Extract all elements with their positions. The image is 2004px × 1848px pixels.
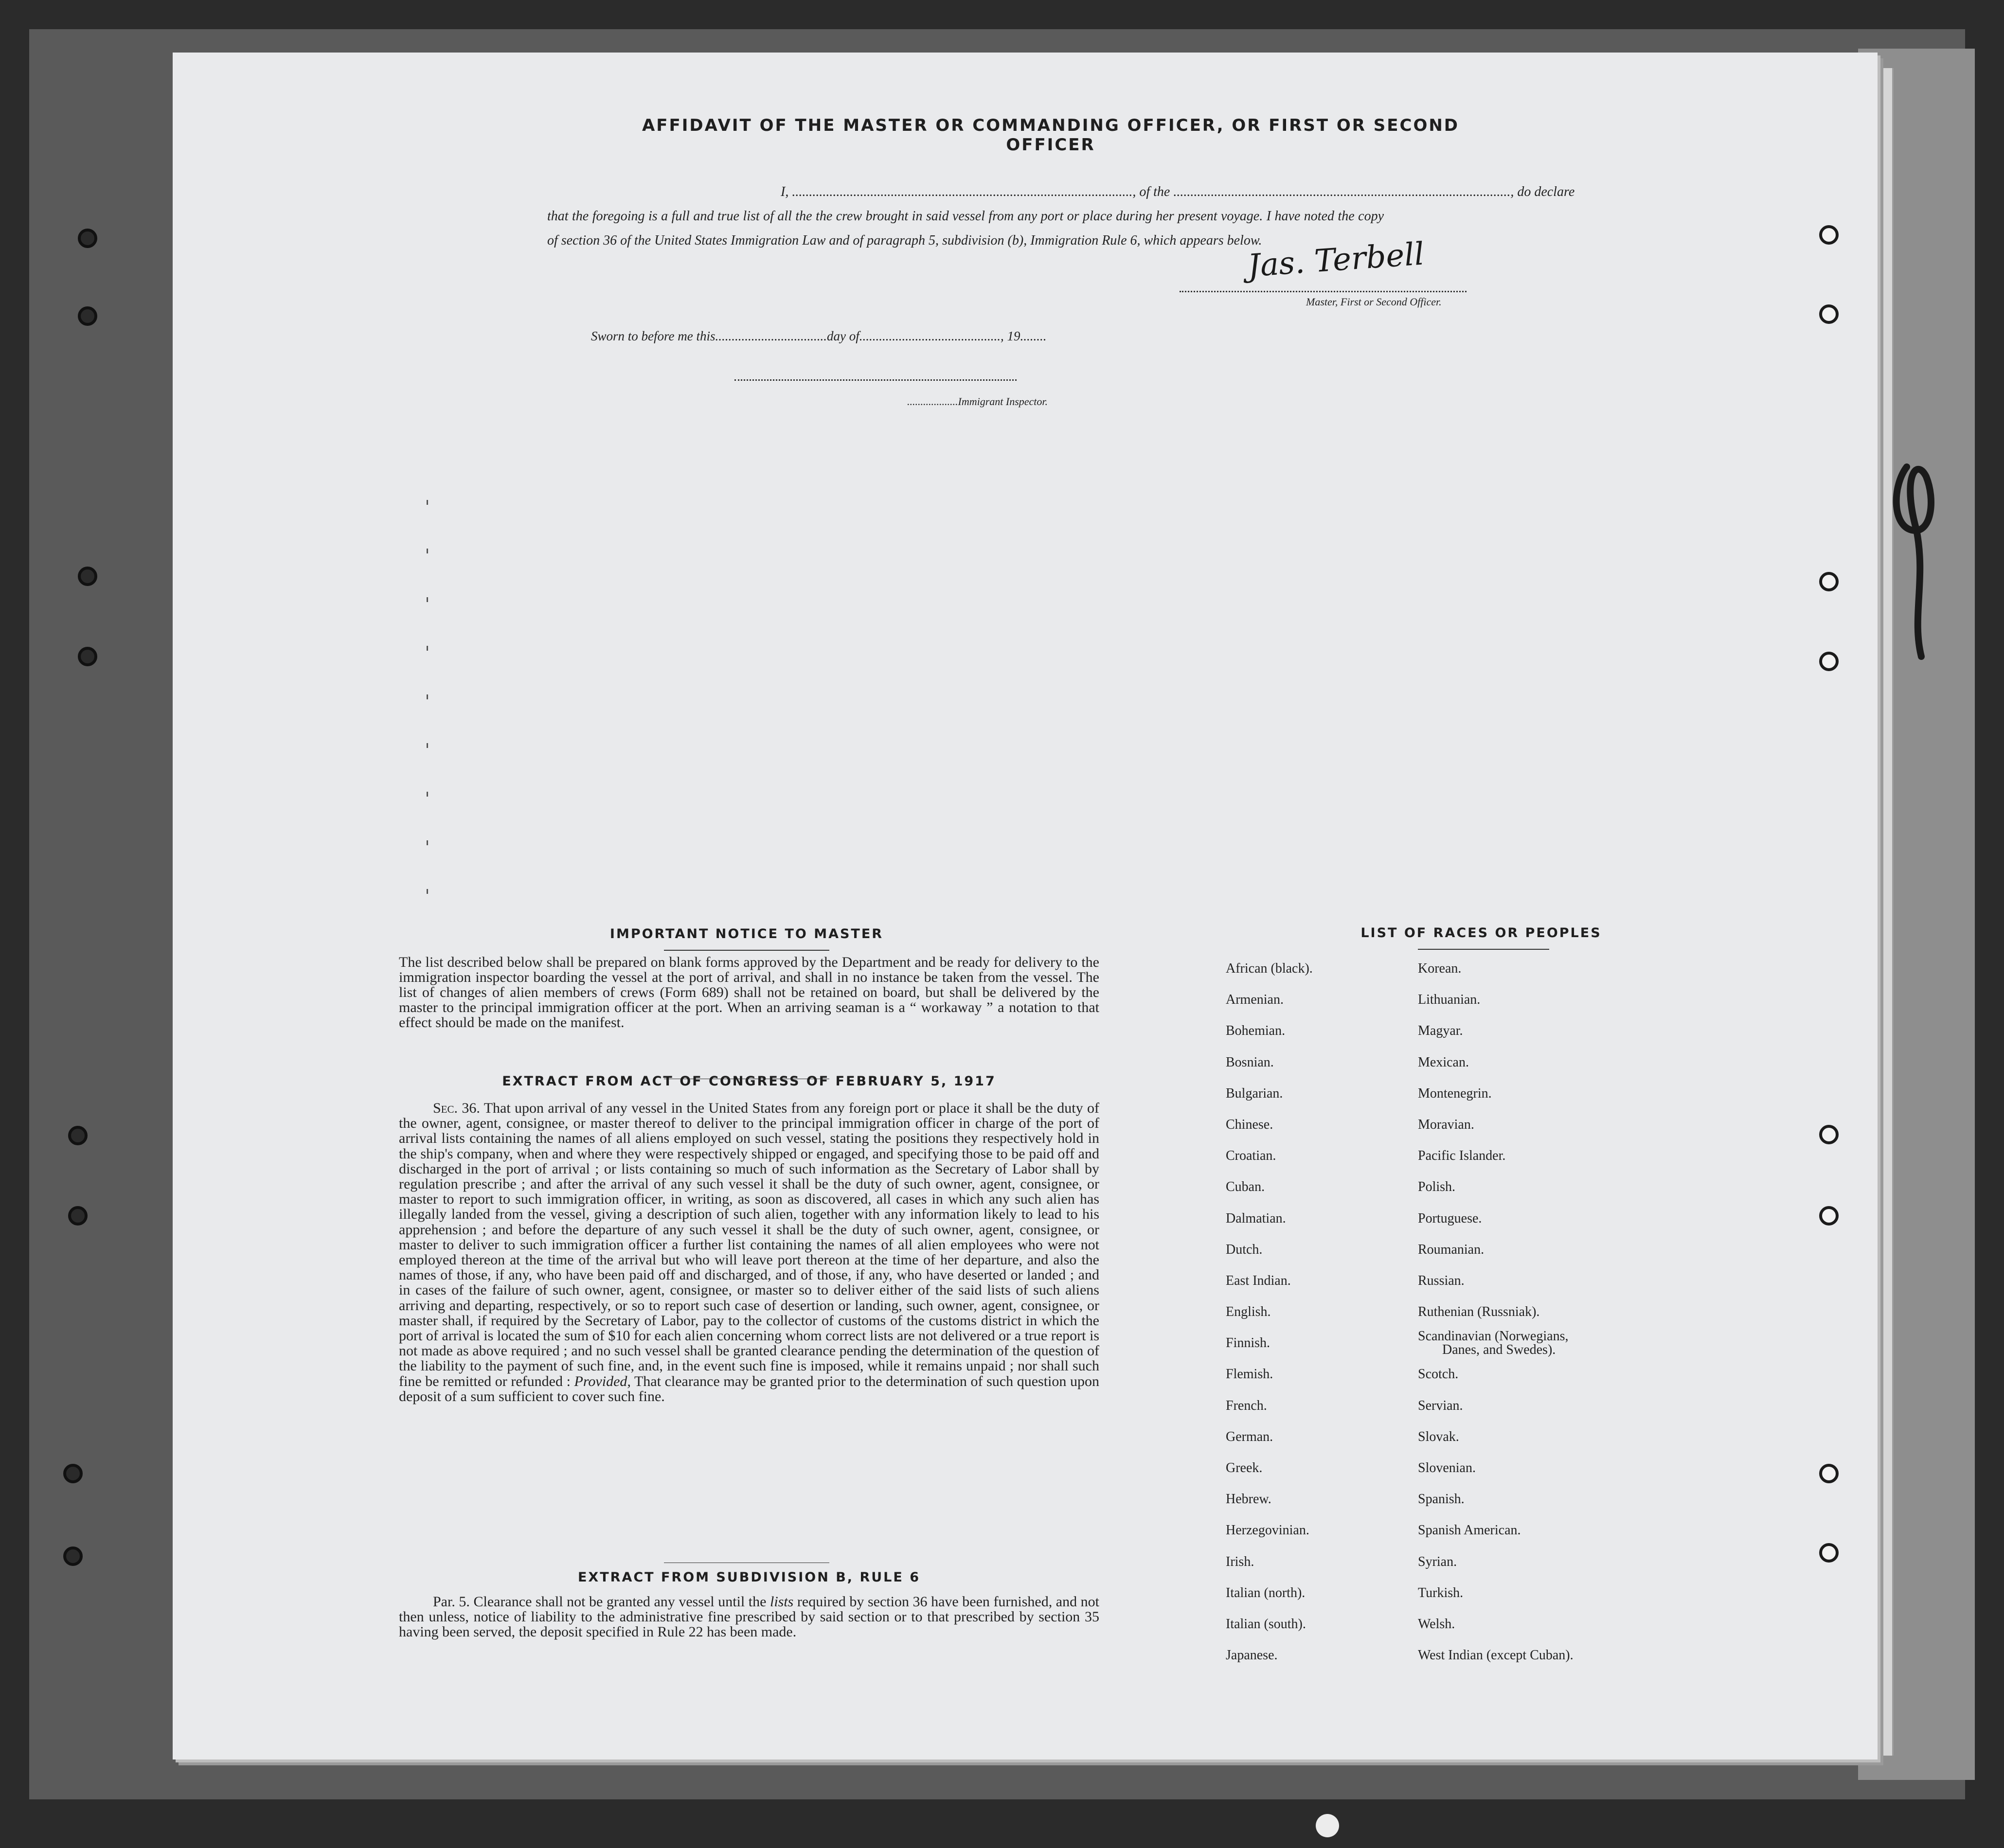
- margin-tick: [427, 646, 428, 651]
- punch-hole: [1819, 1543, 1839, 1563]
- extract-rule-lists: lists: [769, 1594, 794, 1610]
- race-item: German.: [1226, 1429, 1273, 1444]
- race-item: Hebrew.: [1226, 1492, 1271, 1507]
- extract-rule-body: [399, 1594, 1099, 1639]
- notice-title-rule: [664, 950, 829, 951]
- race-item: Portuguese.: [1418, 1210, 1482, 1226]
- race-item: Dutch.: [1226, 1242, 1263, 1257]
- manifest-page: [173, 53, 1878, 1759]
- race-item: Slovenian.: [1418, 1460, 1476, 1475]
- margin-tick: [427, 889, 428, 894]
- race-item: Turkish.: [1418, 1585, 1464, 1600]
- margin-tick: [427, 549, 428, 553]
- race-item: Pacific Islander.: [1418, 1148, 1506, 1164]
- race-item: Mexican.: [1418, 1054, 1469, 1070]
- binder-hole: [78, 306, 97, 326]
- margin-tick: [427, 694, 428, 699]
- extract-rule-title: EXTRACT FROM SUBDIVISION B, RULE 6: [577, 1570, 921, 1585]
- races-left-column: [1226, 953, 1313, 1671]
- race-item: Greek.: [1226, 1460, 1263, 1475]
- inspector-signature-line: [734, 379, 1017, 381]
- race-item: Bosnian.: [1226, 1054, 1274, 1070]
- race-item: Slovak.: [1418, 1429, 1459, 1444]
- officer-signature: Jas. Terbell: [1246, 236, 1426, 284]
- extract-rule-text-a: Clearance shall not be granted any vessel until the: [473, 1594, 767, 1610]
- race-item: Polish.: [1418, 1179, 1456, 1195]
- affidavit-title: AFFIDAVIT OF THE MASTER OR COMMANDING OFFICER, OR FIRST OR SECOND OFFICER: [642, 116, 1460, 155]
- margin-tick: [427, 743, 428, 748]
- inspector-caption: ...................Immigrant Inspector.: [907, 395, 1048, 408]
- binder-hole: [63, 1464, 83, 1483]
- handwritten-mark: [1887, 457, 1946, 661]
- extract-act-title: EXTRACT FROM ACT OF CONGRESS OF FEBRUARY 5, 1917: [502, 1074, 996, 1089]
- punch-hole: [1819, 1206, 1839, 1226]
- extract-rule-par: Par. 5.: [433, 1594, 470, 1610]
- extract-act-text-end: That clearance may be granted prior to the determination of such question upon deposit of a sum sufficient to cover such fine.: [399, 1373, 1100, 1404]
- race-item: Bohemian.: [1226, 1023, 1286, 1039]
- affidavit-vessel-dots: ...................................................................................................: [1173, 184, 1511, 199]
- race-item: Italian (south).: [1226, 1616, 1306, 1632]
- affidavit-do-declare: , do declare: [1510, 184, 1575, 199]
- race-item: English.: [1226, 1304, 1271, 1320]
- affidavit-i: I,: [781, 184, 789, 199]
- race-item: French.: [1226, 1398, 1267, 1413]
- sworn-line: Sworn to before me this..................................day of..........................................., 19........: [591, 329, 1047, 343]
- race-item: Finnish.: [1226, 1335, 1270, 1351]
- race-item: Japanese.: [1226, 1648, 1278, 1663]
- race-item: Dalmatian.: [1226, 1210, 1286, 1226]
- binder-hole: [78, 647, 97, 666]
- race-item: Montenegrin.: [1418, 1085, 1492, 1101]
- race-item: Cuban.: [1226, 1179, 1265, 1195]
- affidavit-name-dots: ....................................................................................................: [792, 184, 1133, 199]
- punch-hole: [1819, 1464, 1839, 1483]
- race-item: African (black).: [1226, 961, 1313, 976]
- race-item: East Indian.: [1226, 1273, 1291, 1288]
- race-item: Spanish.: [1418, 1492, 1465, 1507]
- race-item: Syrian.: [1418, 1554, 1457, 1569]
- binder-hole: [78, 229, 97, 248]
- race-item: Moravian.: [1418, 1117, 1474, 1132]
- races-title: LIST OF RACES OR PEOPLES: [1360, 925, 1602, 941]
- races-right-column: [1418, 953, 1574, 1671]
- page-stack-edge: [1878, 68, 1894, 1756]
- race-item: Roumanian.: [1418, 1242, 1485, 1257]
- race-item: Armenian.: [1226, 992, 1284, 1008]
- binder-hole: [78, 567, 97, 586]
- affidavit-body: that the foregoing is a full and true list of all the the crew brought in said vessel from any port or place during her present voyage. I have noted the copy of section 36 of the United States Immigration Law and of paragraph 5, subdivision (b), Immigration Rule 6, which appears below.: [547, 209, 1384, 248]
- extract-rule-text-b: required by section 36 have been furnished, and not then unless, notice of liability to the administrative fine prescribed by said section or to that prescribed by section 35 having been served, the deposit specified in Rule 22 has been made.: [399, 1594, 1100, 1640]
- punch-hole: [1819, 572, 1839, 591]
- punch-hole: [1819, 225, 1839, 245]
- margin-tick: [427, 597, 428, 602]
- extract-act-section: Sec. 36.: [433, 1100, 480, 1116]
- margin-tick: [427, 500, 428, 505]
- signature-caption: Master, First or Second Officer.: [1306, 296, 1442, 308]
- extract-act-body: [399, 1101, 1099, 1404]
- binder-hole: [68, 1126, 88, 1145]
- race-item: Servian.: [1418, 1398, 1463, 1413]
- race-item: Magyar.: [1418, 1023, 1463, 1039]
- notice-title: IMPORTANT NOTICE TO MASTER: [609, 926, 884, 942]
- race-item: Bulgarian.: [1226, 1085, 1283, 1101]
- race-item: Scotch.: [1418, 1367, 1459, 1382]
- races-title-rule: [1418, 949, 1549, 950]
- race-item-line2: Danes, and Swedes).: [1442, 1342, 1556, 1358]
- punch-hole: [1819, 652, 1839, 671]
- punch-hole: [1819, 1125, 1839, 1144]
- affidavit-of-the: , of the: [1132, 184, 1170, 199]
- race-item-line1: Scandinavian (Norwegians,: [1418, 1329, 1569, 1344]
- punch-hole: [1819, 304, 1839, 324]
- race-item-scandinavian: [1418, 1328, 1574, 1359]
- affidavit-paragraph: [547, 180, 1575, 253]
- race-item: Russian.: [1418, 1273, 1465, 1288]
- race-item: Lithuanian.: [1418, 992, 1481, 1008]
- race-item: Flemish.: [1226, 1367, 1273, 1382]
- race-item: Herzegovinian.: [1226, 1523, 1309, 1538]
- binder-hole: [63, 1546, 83, 1566]
- race-item: Chinese.: [1226, 1117, 1273, 1132]
- race-item: Welsh.: [1418, 1616, 1455, 1632]
- race-item: Irish.: [1226, 1554, 1254, 1569]
- margin-tick: [427, 840, 428, 845]
- race-item: Spanish American.: [1418, 1523, 1521, 1538]
- signature-line: [1180, 291, 1467, 292]
- race-item: Italian (north).: [1226, 1585, 1306, 1600]
- extract-act-provided: Provided,: [574, 1373, 631, 1389]
- race-item: Ruthenian (Russniak).: [1418, 1304, 1540, 1320]
- extract-act-text: That upon arrival of any vessel in the United States from any foreign port or place it shall be the duty of the owner, agent, consignee, or master thereof to deliver to the principal immigration officer in charge of the port of arrival lists containing the names of all aliens employed on such vessel, stating the positions they respectively hold in the ship's company, when and where they were respectively shipped or engaged, and specifying those to be paid off and discharged in the port of arrival ; or lists containing so much of such information as the Secretary of Labor shall by regulation prescribe ; and after the arrival of any such vessel it shall be the duty of such owner, agent, consignee, or master to report to such immigration officer, in writing, as soon as discovered, all cases in which any such alien has illegally landed from the vessel, giving a description of such alien, together with any information likely to lead to his apprehension ; and before the departure of any such vessel it shall be the duty of such owner, agent, consignee, or master to deliver to such immigration officer a further list containing the names of all alien employees who were not employed thereon at the time of the arrival but who will leave port thereon at the time of her departure, and also the names of those, if any, who have been paid off and discharged, and of those, if any, who have deserted or landed ; and in cases of the failure of such owner, agent, consignee, or master so to deliver either of the said lists of such aliens arriving and departing, respectively, or so to report such case of desertion or landing, such owner, agent, consignee, or master shall, if required by the Secretary of Labor, pay to the collector of customs of the customs district in which the port of arrival is located the sum of $10 for each alien concerning whom correct lists are not delivered or a true report is not made as above required ; and no such vessel shall be granted clearance pending the determination of the question of the liability to the payment of such fine, and, in the event such fine is imposed, while it remains unpaid ; nor shall such fine be remitted or refunded :: [399, 1100, 1099, 1389]
- binder-hole-bottom: [1316, 1814, 1339, 1837]
- binder-hole: [68, 1206, 88, 1226]
- race-item: Korean.: [1418, 961, 1462, 976]
- margin-tick: [427, 792, 428, 797]
- race-item: Croatian.: [1226, 1148, 1276, 1164]
- race-item: West Indian (except Cuban).: [1418, 1648, 1574, 1663]
- notice-body: The list described below shall be prepared on blank forms approved by the Department and be ready for delivery to the immigration inspector boarding the vessel at the port of arrival, and shall in no instance be taken from the vessel. The list of changes of alien members of crews (Form 689) shall not be retained on board, but shall be delivered by the master to the principal immigration officer at the port. When an arriving seaman is a “ workaway ” a notation to that effect should be made on the manifest.: [399, 954, 1099, 1031]
